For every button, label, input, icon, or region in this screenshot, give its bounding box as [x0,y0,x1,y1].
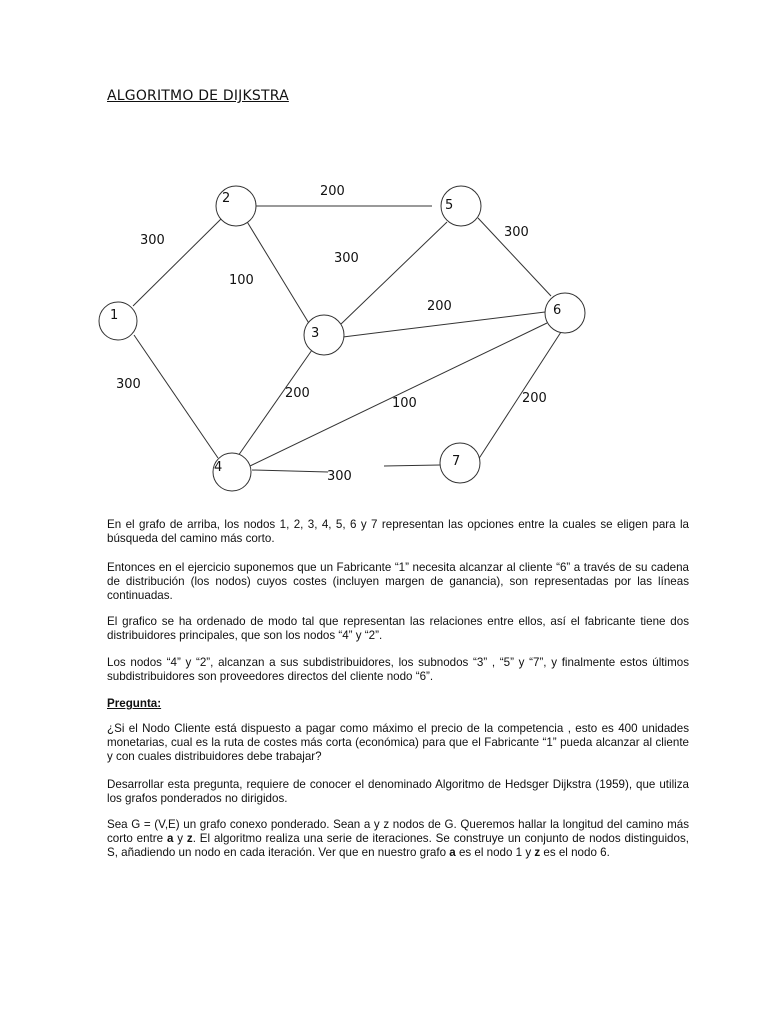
paragraph-7-bold-z: z [186,832,193,845]
edge-3-4 [238,350,312,456]
edge-1-4 [134,335,218,458]
paragraph-7-bold-a-2: a [449,846,456,859]
node-7-label: 7 [452,454,461,469]
paragraph-7-text-1: Sea G = (V,E) un grafo conexo ponderado. Sean a y z nodos de G. Queremos hallar la longitud del camino más corto entre [107,818,689,845]
question-heading: Pregunta: [107,697,162,710]
paragraph-7-bold-a: a [166,832,174,845]
paragraph-5: ¿Si el Nodo Cliente está dispuesto a pagar como máximo el precio de la competencia , esto es 400 unidades monetarias, cual es la ruta de costes más corta (económica) para que el Fabricante “1” pueda alcanzar al cliente y con cuales distribuidores debe trabajar? [107,722,689,763]
weight-3-4: 200 [285,386,310,401]
node-4-label: 4 [214,460,223,475]
node-5-label: 5 [445,198,454,213]
node-6-label: 6 [553,303,562,318]
edge-4-7b [384,465,440,466]
weight-2-5: 200 [320,184,345,199]
edge-4-7a [252,470,328,472]
edge-3-6 [343,312,545,337]
node-1-label: 1 [110,308,119,323]
paragraph-7-text-4: es el nodo 1 y [455,846,535,859]
weight-4-7: 300 [327,469,352,484]
paragraph-1: En el grafo de arriba, los nodos 1, 2, 3, 4, 5, 6 y 7 representan las opciones entre la cuales se eligen para la búsqueda del camino más corto. [107,518,689,545]
edge-1-2 [133,218,222,306]
paragraph-6: Desarrollar esta pregunta, requiere de conocer el denominado Algoritmo de Hedsger Dijkstra (1959), que utiliza los grafos ponderados no dirigidos. [107,778,689,805]
paragraph-3: El grafico se ha ordenado de modo tal que representan las relaciones entre ellos, así el fabricante tiene dos distribuidores principales, que son los nodos “4” y “2”. [107,615,689,642]
node-3-circle [304,315,344,355]
weight-1-2: 300 [140,233,165,248]
paragraph-2: Entonces en el ejercicio suponemos que un Fabricante “1” necesita alcanzar al cliente “6” a través de su cadena de distribución (los nodos) cuyos costes (incluyen margen de ganancia), son representadas por las líneas continuadas. [107,561,689,602]
document-title: ALGORITMO DE DIJKSTRA [107,88,289,104]
node-3-label: 3 [311,326,320,341]
edge-6-7 [478,332,561,460]
weight-5-6: 300 [504,225,529,240]
paragraph-7-text-5: es el nodo 6. [540,846,610,859]
weight-6-7: 200 [522,391,547,406]
paragraph-7 [107,818,689,860]
weight-1-4: 300 [116,377,141,392]
paragraph-7-bold-z-2: z [534,846,541,859]
weight-2-3: 100 [229,273,254,288]
paragraph-7-text-2: y [173,832,187,845]
node-2-label: 2 [222,191,231,206]
weight-3-6: 200 [427,299,452,314]
node-6-circle [545,293,585,333]
paragraph-7-text-3: . El algoritmo realiza una serie de iteraciones. Se construye un conjunto de nodos distinguidos, S, añadiendo un nodo en cada iteración. Ver que en nuestro grafo [107,832,689,859]
paragraph-4: Los nodos “4” y “2”, alcanzan a sus subdistribuidores, los subnodos “3” , “5” y “7”, y finalmente estos últimos subdistribuidores son proveedores directos del cliente nodo “6”. [107,656,689,683]
weight-4-6: 100 [392,396,417,411]
weight-3-5: 300 [334,251,359,266]
edge-2-3 [246,220,310,325]
